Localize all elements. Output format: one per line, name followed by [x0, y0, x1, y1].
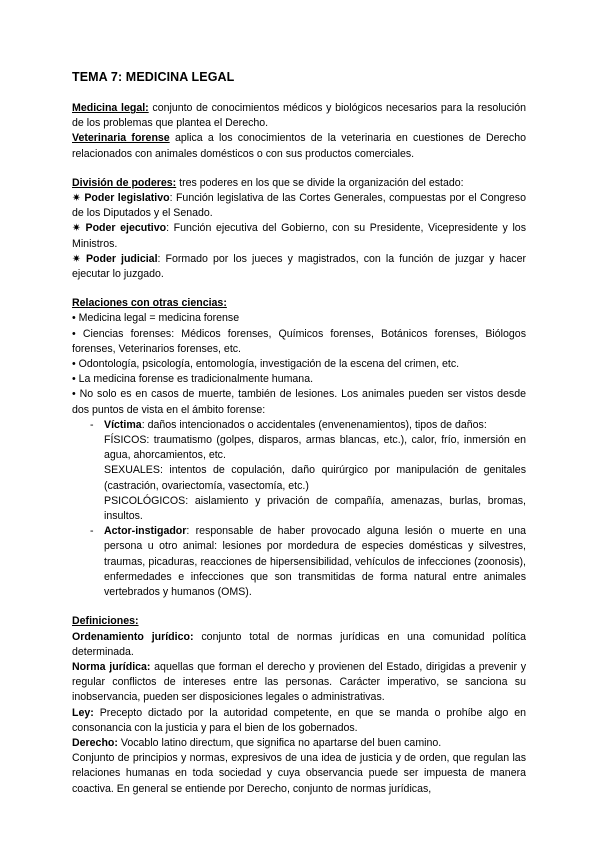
damage-type: PSICOLÓGICOS: aislamiento y privación de compañía, amenazas, burlas, bromas, insultos.: [104, 494, 526, 523]
bullet-item: • Odontología, psicología, entomología, investigación de la escena del crimen, etc.: [72, 357, 526, 372]
bullet-item: • No solo es en casos de muerte, también de lesiones. Los animales pueden ser vistos desde dos puntos de vista en el ámbito forense:: [72, 387, 526, 417]
page-title: TEMA 7: MEDICINA LEGAL: [72, 70, 235, 84]
definition-item: Ley: Precepto dictado por la autoridad competente, en que se manda o prohíbe algo en consonancia con la justicia y para el bien de los gobernados.: [72, 706, 526, 734]
star-icon: ✷: [72, 222, 86, 235]
bullet-item: • La medicina forense es tradicionalmente humana.: [72, 372, 526, 387]
damage-type: SEXUALES: intentos de copulación, daño quirúrgico por manipulación de genitales (castración, ovariectomía, vasectomía, etc.): [104, 464, 526, 492]
damage-type: FÍSICOS: traumatismo (golpes, disparos, armas blancas, etc.), calor, frío, inmersión en agua, ahorcamientos, etc.: [104, 434, 526, 462]
definition-item: Norma jurídica: aquellas que forman el derecho y provienen del Estado, dirigidas a prevenir y regular conflictos de intereses entre las personas. Carácter imperativo, se sanciona su inobservancia, pueden ser disposiciones legales o administrativas.: [72, 660, 526, 704]
actor-item: - Actor-instigador: responsable de haber provocado alguna lesión o muerte en una persona u otro animal: lesiones por mordedura de especies domésticas y silvestres, traumas, picaduras, reacciones de hipersensibilidad, vehículos de infecciones (zoonosis), enfermedades e infecciones que son transmitidas de forma natural entre animales vertebrados y humanos (OMS).: [90, 525, 526, 599]
dash-list: [72, 524, 526, 600]
star-icon: ✷: [72, 192, 85, 205]
poder-item: ✷ Poder judicial: Formado por los jueces y magistrados, con la función de juzgar y hacer ejecutar lo juzgado.: [72, 252, 526, 281]
victima-item: - Víctima: daños intencionados o accidentales (envenenamientos), tipos de daños:: [72, 418, 526, 433]
term-medicina-legal: Medicina legal:: [72, 102, 149, 114]
dash-list: [72, 418, 526, 433]
star-icon: ✷: [72, 252, 86, 265]
poder-item: ✷ Poder ejecutivo: Función ejecutiva del Gobierno, con su Presidente, Vicepresidente y los Ministros.: [72, 222, 526, 250]
definition-veterinaria-forense: Veterinaria forense aplica a los conocimientos de la veterinaria en cuestiones de Derecho relacionados con animales domésticos o con sus productos comerciales.: [72, 132, 527, 160]
poder-item: ✷ Poder legislativo: Función legislativa de las Cortes Generales, compuestas por el Congreso de los Diputados y el Senado.: [72, 192, 526, 220]
definition-item: Derecho: Vocablo latino directum, que significa no apartarse del buen camino.: [72, 736, 442, 749]
bullet-item: • Ciencias forenses: Médicos forenses, Químicos forenses, Botánicos forenses, Biólogos forenses, Veterinarios forenses, etc.: [72, 327, 526, 357]
definition-closing: Conjunto de principios y normas, expresivos de una idea de justicia y de orden, que regulan las relaciones humanas en toda sociedad y cuya observancia puede ser impuesta de manera coactiva. En general se entiende por Derecho, conjunto de normas jurídicas,: [72, 752, 526, 795]
document-page: [72, 70, 526, 797]
relaciones-heading: Relaciones con otras ciencias:: [72, 297, 227, 310]
dash-icon: -: [90, 525, 94, 538]
definition-item: Ordenamiento jurídico: conjunto total de normas jurídicas en una comunidad política determinada.: [72, 630, 526, 658]
division-heading: División de poderes: tres poderes en los que se divide la organización del estado:: [72, 176, 464, 189]
definition-medicina-legal: Medicina legal: conjunto de conocimientos médicos y biológicos necesarios para la resolución de los problemas que plantea el Derecho.: [72, 102, 526, 130]
dash-icon: -: [90, 418, 94, 431]
bullet-item: • Medicina legal = medicina forense: [72, 311, 526, 326]
definiciones-heading: Definiciones:: [72, 615, 139, 628]
term-veterinaria-forense: Veterinaria forense: [72, 132, 170, 145]
